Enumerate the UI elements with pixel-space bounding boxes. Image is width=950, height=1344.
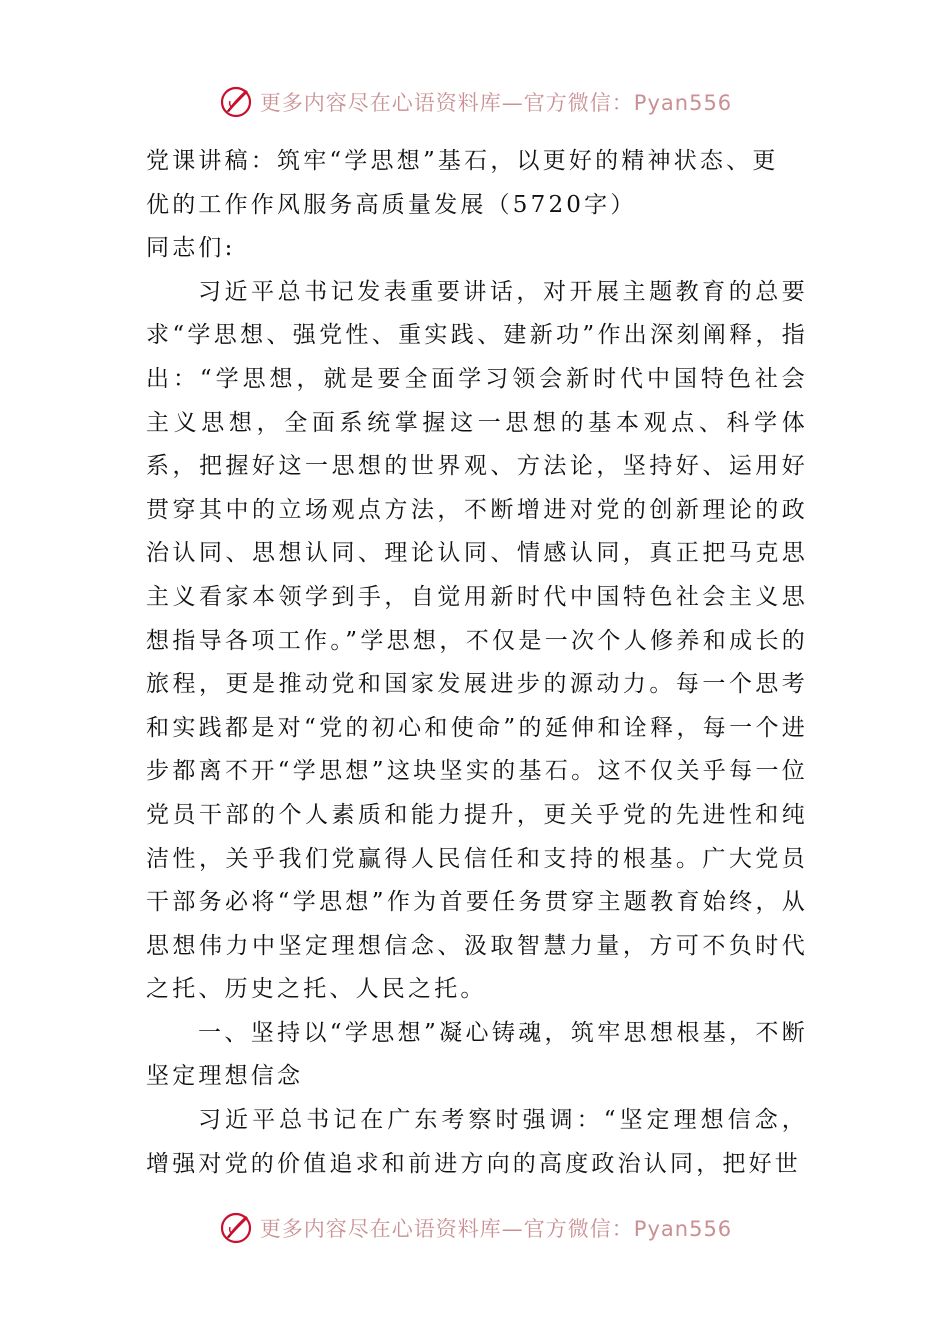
document-title-line-1: 党课讲稿：筑牢“学思想”基石，以更好的精神状态、更 (146, 148, 779, 174)
salutation: 同志们: (146, 235, 236, 262)
banner-text: 更多内容尽在心语资料库—官方微信：Pyan556 (259, 1217, 733, 1241)
banner-text: 更多内容尽在心语资料库—官方微信：Pyan556 (259, 91, 733, 115)
paragraph-2: 习近平总书记在广东考察时强调：“坚定理想信念，增强对党的价值追求和前进方向的高度政治认同，把好世 (146, 1107, 808, 1177)
header-banner (0, 80, 950, 124)
pen-logo-icon (218, 1210, 254, 1246)
document-body (146, 140, 808, 1186)
paragraph-1: 习近平总书记发表重要讲话，对开展主题教育的总要求“学思想、强党性、重实践、建新功”作出深刻阐释，指出：“学思想，就是要全面学习领会新时代中国特色社会主义思想，全面系统掌握这一思想的基本观点、科学体系，把握好这一思想的世界观、方法论，坚持好、运用好贯穿其中的立场观点方法，不断增进对党的创新理论的政治认同、思想认同、理论认同、情感认同，真正把马克思主义看家本领学到手，自觉用新时代中国特色社会主义思想指导各项工作。”学思想，不仅是一次个人修养和成长的旅程，更是推动党和国家发展进步的源动力。每一个思考和实践都是对“党的初心和使命”的延伸和诠释，每一个进步都离不开“学思想”这块坚实的基石。这不仅关乎每一位党员干部的个人素质和能力提升，更关乎党的先进性和纯洁性，关乎我们党赢得人民信任和支持的根基。广大党员干部务必将“学思想”作为首要任务贯穿主题教育始终，从思想伟力中坚定理想信念、汲取智慧力量，方可不负时代之托、历史之托、人民之托。 (146, 278, 808, 1003)
pen-logo-icon (218, 84, 254, 120)
footer-banner (0, 1206, 950, 1250)
section-heading-1: 一、坚持以“学思想”凝心铸魂，筑牢思想根基，不断坚定理想信念 (146, 1019, 808, 1090)
document-title-line-2: 优的工作作风服务高质量发展（5720字） (146, 191, 637, 218)
